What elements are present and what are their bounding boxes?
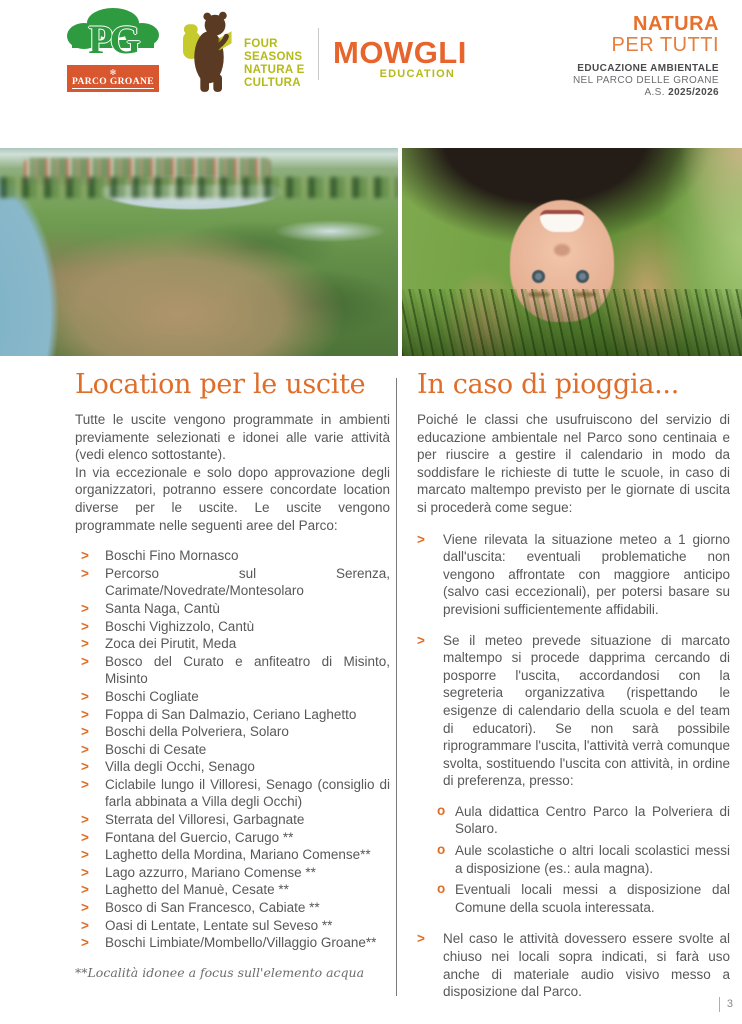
mowgli-logo	[333, 35, 467, 80]
chevron-bullet-icon: >	[81, 847, 89, 863]
indoor-option-item	[417, 803, 730, 838]
chevron-bullet-icon: >	[81, 829, 89, 845]
chevron-bullet-icon: >	[81, 935, 89, 951]
rain-intro-paragraph: Poiché le classi che usufruiscono del servizio di educazione ambientale nel Parco sono centinaia e per riuscire a gestire il calendario in modo da soddisfare le richieste di tutte le scuole, in caso di marcato maltempo previsto per le giornate di uscita si procederà come segue:	[417, 412, 730, 515]
location-item-text: Boschi della Polveriera, Solaro	[105, 724, 289, 740]
location-item	[75, 635, 390, 653]
location-item	[75, 600, 390, 618]
treeline-detail	[0, 177, 398, 198]
location-item	[75, 811, 390, 829]
rain-step-item	[417, 632, 730, 790]
location-item-text: Zoca dei Pirutit, Meda	[105, 636, 237, 652]
program-tagline-1: EDUCAZIONE AMBIENTALE	[577, 63, 719, 74]
locations-column	[75, 370, 390, 981]
chevron-bullet-icon: >	[81, 882, 89, 898]
four-seasons-line: FOUR	[244, 38, 278, 50]
pg-initials: PG	[88, 17, 138, 62]
location-item-text: Boschi di Cesate	[105, 741, 207, 757]
chevron-bullet-icon: >	[81, 741, 89, 757]
logo-divider	[318, 28, 319, 80]
location-item	[75, 741, 390, 759]
chevron-bullet-icon: >	[417, 632, 425, 648]
program-title: NATURA	[633, 13, 719, 35]
eye-detail	[576, 270, 589, 283]
chevron-bullet-icon: >	[81, 565, 89, 581]
chevron-bullet-icon: >	[81, 688, 89, 704]
parco-groane-logo	[66, 6, 160, 92]
location-item	[75, 864, 390, 882]
circle-bullet-icon: o	[437, 802, 446, 818]
location-item	[75, 846, 390, 864]
four-seasons-line: NATURA E	[244, 64, 305, 76]
location-item	[75, 758, 390, 776]
chevron-bullet-icon: >	[81, 812, 89, 828]
location-item	[75, 829, 390, 847]
location-item-text: Bosco del Curato e anfiteatro di Misinto, Misinto	[105, 653, 390, 687]
four-seasons-wordmark	[244, 38, 305, 93]
circle-bullet-icon: o	[437, 881, 446, 897]
column-divider	[396, 378, 397, 996]
indoor-option-item	[417, 842, 730, 877]
water-focus-footnote: **Località idonee a focus sull'elemento acqua	[75, 964, 365, 980]
chevron-bullet-icon: >	[81, 759, 89, 775]
location-item	[75, 723, 390, 741]
locations-paragraph-2: In via eccezionale e solo dopo approvazione degli organizzatori, potranno essere concordate location diverse per le uscite. Le uscite vengono programmate nelle seguenti aree del Parco:	[75, 464, 390, 533]
parco-groane-label: PARCO GROANE	[72, 76, 154, 87]
chevron-bullet-icon: >	[81, 548, 89, 564]
four-seasons-line: SEASONS	[244, 51, 303, 63]
circle-bullet-icon: o	[437, 842, 446, 858]
location-item-text: Boschi Cogliate	[105, 688, 199, 704]
location-item	[75, 653, 390, 688]
smile-detail	[540, 210, 584, 232]
photo-strip	[0, 148, 742, 356]
chevron-bullet-icon: >	[81, 864, 89, 880]
location-item-text: Sterrata del Villoresi, Garbagnate	[105, 812, 305, 828]
location-item-text: Oasi di Lentate, Lentate sul Seveso **	[105, 917, 333, 933]
chevron-bullet-icon: >	[417, 531, 425, 547]
child-upside-down-photo	[402, 148, 742, 356]
program-title-block	[573, 14, 719, 99]
location-item	[75, 881, 390, 899]
chevron-bullet-icon: >	[81, 917, 89, 933]
location-item-text: Percorso sul Serenza, Carimate/Novedrate/Montesolaro	[105, 565, 390, 599]
page-number: 3	[719, 997, 733, 1012]
mowgli-wordmark: MOWGLI	[333, 35, 467, 70]
school-year: A.S. 2025/2026	[644, 87, 719, 98]
location-item-text: Bosco di San Francesco, Cabiate **	[105, 900, 320, 916]
location-item	[75, 899, 390, 917]
program-subtitle: PER TUTTI	[611, 34, 719, 56]
location-item	[75, 688, 390, 706]
bear-icon	[183, 11, 235, 93]
location-item-text: Boschi Fino Mornasco	[105, 548, 239, 564]
rain-final-item	[417, 930, 730, 1000]
location-item-text: Laghetto della Mordina, Mariano Comense**	[105, 847, 371, 863]
indoor-option-item	[417, 881, 730, 916]
location-item-text: Santa Naga, Cantù	[105, 600, 220, 616]
chevron-bullet-icon: >	[81, 636, 89, 652]
locations-list	[75, 547, 390, 952]
rain-final-text: Nel caso le attività dovessero essere svolte al chiuso nei locali sopra indicati, si farà uso anche di materiale audio visivo messo a disposizione dal Parco.	[443, 931, 730, 1000]
locations-paragraph-1: Tutte le uscite vengono programmate in ambienti previamente selezionati e idonei alle varie attività (vedi elenco sottostante).	[75, 412, 390, 463]
rain-steps-list	[417, 531, 730, 790]
chevron-bullet-icon: >	[417, 931, 425, 947]
location-item	[75, 547, 390, 565]
location-item-text: Lago azzurro, Mariano Comense **	[105, 864, 316, 880]
location-item-text: Ciclabile lungo il Villoresi, Senago (consiglio di farla abbinata a Villa degli Occhi)	[105, 776, 390, 810]
four-seasons-line: CULTURA	[244, 77, 301, 89]
locations-heading: Location per le uscite	[75, 369, 366, 400]
rain-heading: In caso di pioggia...	[417, 369, 679, 400]
location-item	[75, 618, 390, 636]
chevron-bullet-icon: >	[81, 724, 89, 740]
chevron-bullet-icon: >	[81, 653, 89, 669]
mowgli-education-label: EDUCATION	[379, 68, 455, 80]
four-seasons-logo	[183, 11, 305, 93]
location-item	[75, 917, 390, 935]
nose-detail	[554, 244, 570, 256]
program-tagline-2: NEL PARCO DELLE GROANE	[572, 75, 719, 86]
location-item-text: Villa degli Occhi, Senago	[105, 759, 255, 775]
location-item-text: Boschi Limbiate/Mombello/Villaggio Groane**	[105, 935, 377, 951]
chevron-bullet-icon: >	[81, 900, 89, 916]
chevron-bullet-icon: >	[81, 706, 89, 722]
location-item	[75, 706, 390, 724]
location-item	[75, 776, 390, 811]
indoor-option-text: Eventuali locali messi a disposizione dal Comune della scuola interessata.	[455, 882, 730, 915]
parco-groane-band	[67, 65, 159, 92]
indoor-option-text: Aula didattica Centro Parco la Polveriera di Solaro.	[455, 803, 730, 837]
chevron-bullet-icon: >	[81, 600, 89, 616]
rain-step-text: Viene rilevata la situazione meteo a 1 giorno dall'uscita: eventuali problematiche non vengono affrontate con maggiore anticipo (salvo casi eccezionali), per potersi basare su previsioni sufficientemente affidabili.	[443, 531, 730, 617]
rain-step-text: Se il meteo prevede situazione di marcato maltempo si procede dapprima cercando di posporre l'uscita, accordandosi con la segreteria organizzativa (rispettando le esigenze di calendario della scuola e del team di educatori). Se non sarà possibile riprogrammare l'uscita, l'attività verrà comunque svolta, sostituendo l'uscita con attività, in ordine di preferenza, presso:	[443, 632, 730, 789]
park-aerial-photo	[0, 148, 398, 356]
location-item-text: Boschi Vighizzolo, Cantù	[105, 618, 255, 634]
chevron-bullet-icon: >	[81, 776, 89, 792]
chevron-bullet-icon: >	[81, 618, 89, 634]
location-item-text: Foppa di San Dalmazio, Ceriano Laghetto	[105, 706, 357, 722]
indoor-option-text: Aule scolastiche o altri locali scolastici messi a disposizione (es.: aula magna).	[455, 843, 730, 876]
location-item	[75, 934, 390, 952]
eye-detail	[532, 270, 545, 283]
asterisk-icon: ✻	[109, 67, 117, 77]
rain-final-list	[417, 930, 730, 1000]
rain-step-item	[417, 531, 730, 619]
grass-foreground	[402, 289, 742, 356]
location-item	[75, 565, 390, 600]
location-item-text: Laghetto del Manuè, Cesate **	[105, 882, 289, 898]
rain-policy-column	[417, 370, 730, 1001]
location-item-text: Fontana del Guercio, Carugo **	[105, 829, 294, 845]
indoor-options-list	[417, 803, 730, 917]
